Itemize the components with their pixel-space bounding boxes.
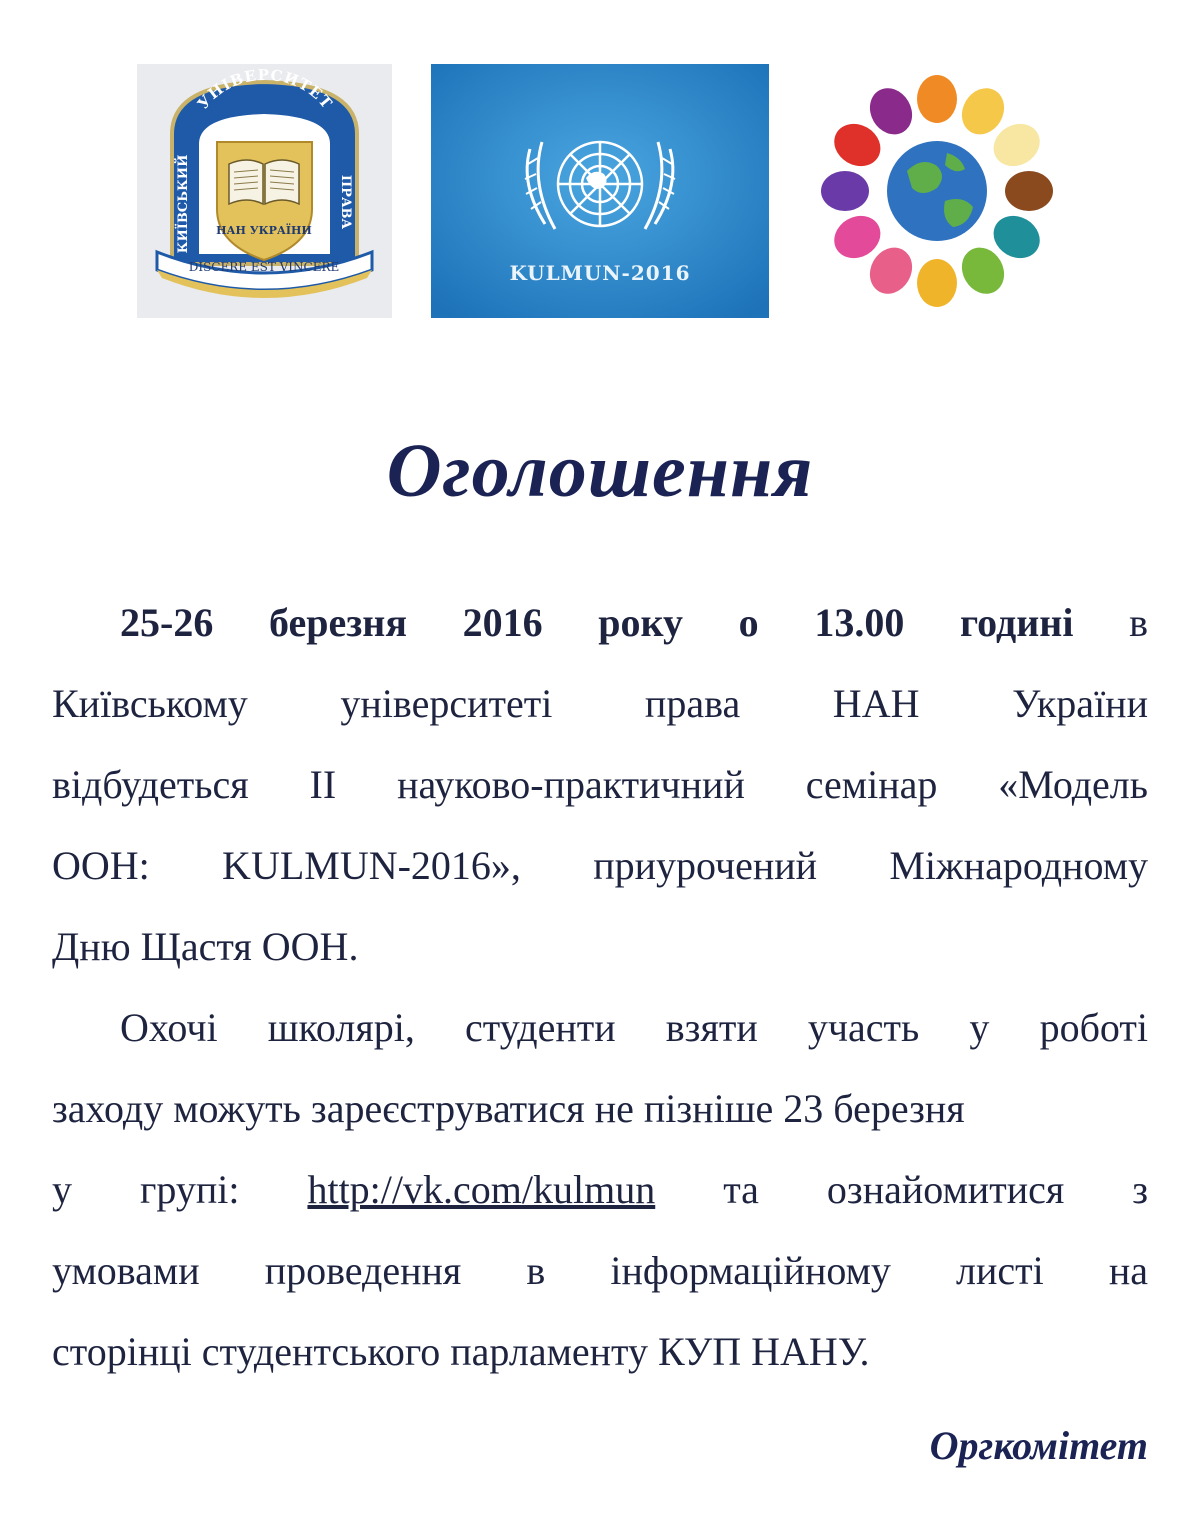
kulmun-logo bbox=[431, 64, 769, 318]
university-arc-right: ПРАВА bbox=[338, 174, 353, 230]
registration-line-3 bbox=[52, 1149, 1148, 1230]
event-line-1 bbox=[52, 582, 1148, 663]
event-line-3: відбудеться ІІ науково-практичний семінар «Модель bbox=[52, 762, 1148, 807]
university-motto: DISCERE EST VINCERE bbox=[188, 260, 340, 274]
hands-globe-logo bbox=[806, 64, 1068, 318]
logo-row bbox=[0, 64, 1200, 318]
registration-line-3-pre: у групі: bbox=[52, 1167, 240, 1212]
svg-text:ПРАВА bbox=[338, 175, 353, 230]
event-line-4: ООН: KULMUN-2016», приурочений Міжнародному bbox=[52, 843, 1148, 888]
university-arc-left: КИЇВСЬКИЙ bbox=[176, 154, 191, 254]
registration-line-2: заходу можуть зареєструватися не пізніше 23 березня bbox=[52, 1086, 965, 1131]
announcement-body bbox=[52, 582, 1148, 1392]
announcement-title: Оголошення bbox=[386, 429, 814, 513]
university-arc-top: УНІВЕРСИТЕТ bbox=[193, 65, 337, 113]
kulmun-caption: KULMUN-2016 bbox=[509, 261, 691, 285]
paragraph-event-continued bbox=[52, 663, 1148, 987]
registration-line-1: Охочі школярі, студенти взяти участь у роботі bbox=[120, 1005, 1148, 1050]
hands-globe-icon bbox=[806, 64, 1068, 318]
vk-group-link[interactable]: http://vk.com/kulmun bbox=[307, 1167, 656, 1212]
event-line-5: Дню Щастя ООН. bbox=[52, 924, 359, 969]
registration-line-3-post: та ознайомитися з bbox=[723, 1167, 1149, 1212]
un-emblem-icon bbox=[431, 64, 769, 318]
paragraph-registration bbox=[52, 987, 1148, 1068]
registration-line-4: умовами проведення в інформаційному листі на bbox=[52, 1248, 1148, 1293]
paragraph-registration-continued bbox=[52, 1068, 1148, 1392]
university-shield-text: НАН УКРАЇНИ bbox=[216, 224, 312, 237]
event-line-1-rest: в bbox=[1129, 600, 1149, 645]
event-date-time: 25-26 березня 2016 року о 13.00 годині bbox=[120, 600, 1074, 645]
university-emblem-icon bbox=[137, 64, 392, 318]
signature: Оргкомітет bbox=[929, 1423, 1148, 1468]
svg-text:КИЇВСЬКИЙ bbox=[174, 155, 191, 254]
registration-line-5: сторінці студентського парламенту КУП НАНУ. bbox=[52, 1329, 870, 1374]
event-line-2: Київському університеті права НАН України bbox=[52, 681, 1148, 726]
university-logo bbox=[137, 64, 392, 318]
paragraph-event bbox=[52, 582, 1148, 663]
